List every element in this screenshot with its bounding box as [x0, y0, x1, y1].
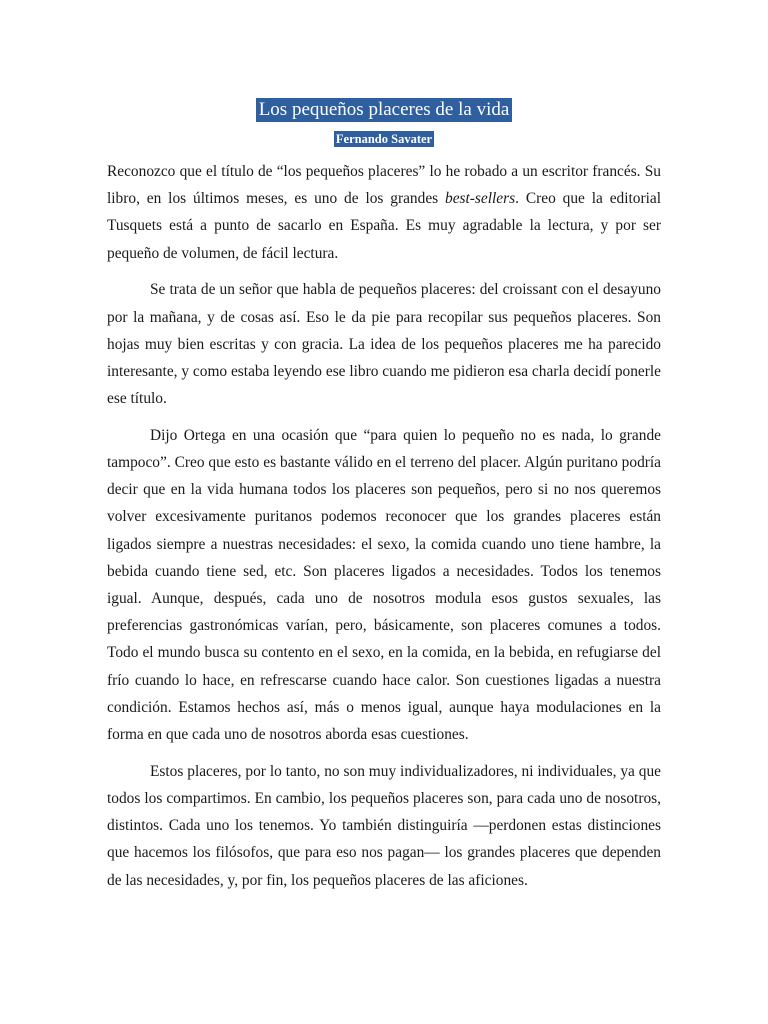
- paragraph-1-emphasis: best-sellers: [445, 190, 516, 208]
- paragraph-2: Se trata de un señor que habla de pequeños placeres: del croissant con el desayuno por la mañana, y de cosas así. Eso le da pie para recopilar sus pequeños placeres. Son hojas muy bien escritas y con gracia. La idea de los pequeños placeres me ha parecido interesante, y como estaba leyendo ese libro cuando me pidieron esa charla decidí ponerle ese título.: [107, 281, 661, 408]
- document-body: [107, 158, 661, 903]
- paragraph-3: Dijo Ortega en una ocasión que “para quien lo pequeño no es nada, lo grande tampoco”. Creo que esto es bastante válido en el terreno del placer. Algún puritano podría decir que en la vida humana todos los placeres son pequeños, pero si no nos queremos volver excesivamente puritanos podemos reconocer que los grandes placeres están ligados siempre a nuestras necesidades: el sexo, la comida cuando uno tiene hambre, la bebida cuando tiene sed, etc. Son placeres ligados a necesidades. Todos los tenemos igual. Aunque, después, cada uno de nosotros modula esos gustos sexuales, las preferencias gastronómicas varían, pero, básicamente, son placeres comunes a todos. Todo el mundo busca su contento en el sexo, en la comida, en la bebida, en refugiarse del frío cuando lo hace, en refrescarse cuando hace calor. Son cuestiones ligadas a nuestra condición. Estamos hechos así, más o menos igual, aunque haya modulaciones en la forma en que cada uno de nosotros aborda esas cuestiones.: [107, 426, 661, 744]
- title-block: [0, 98, 768, 122]
- paragraph-1-text-start: Reconozco que el título de “los pequeños placeres” lo he robado a un escritor francés. Su libro, en los últimos meses, es uno de los grandes: [107, 163, 661, 208]
- paragraph-1-text-end: . Creo que la editorial Tusquets está a punto de sacarlo en España. Es muy agradable la lectura, y por ser pequeño de volumen, de fácil lectura.: [107, 190, 661, 262]
- document-title: Los pequeños placeres de la vida: [256, 98, 513, 122]
- paragraph-1: [107, 158, 661, 267]
- document-author: Fernando Savater: [335, 132, 433, 146]
- paragraph-4: Estos placeres, por lo tanto, no son muy individualizadores, ni individuales, ya que todos los compartimos. En cambio, los pequeños placeres son, para cada uno de nosotros, distintos. Cada uno los tenemos. Yo también distinguiría —perdonen estas distinciones que hacemos los filósofos, que para eso nos pagan— los grandes placeres que dependen de las necesidades, y, por fin, los pequeños placeres de las aficiones.: [107, 762, 661, 889]
- author-block: [0, 130, 768, 148]
